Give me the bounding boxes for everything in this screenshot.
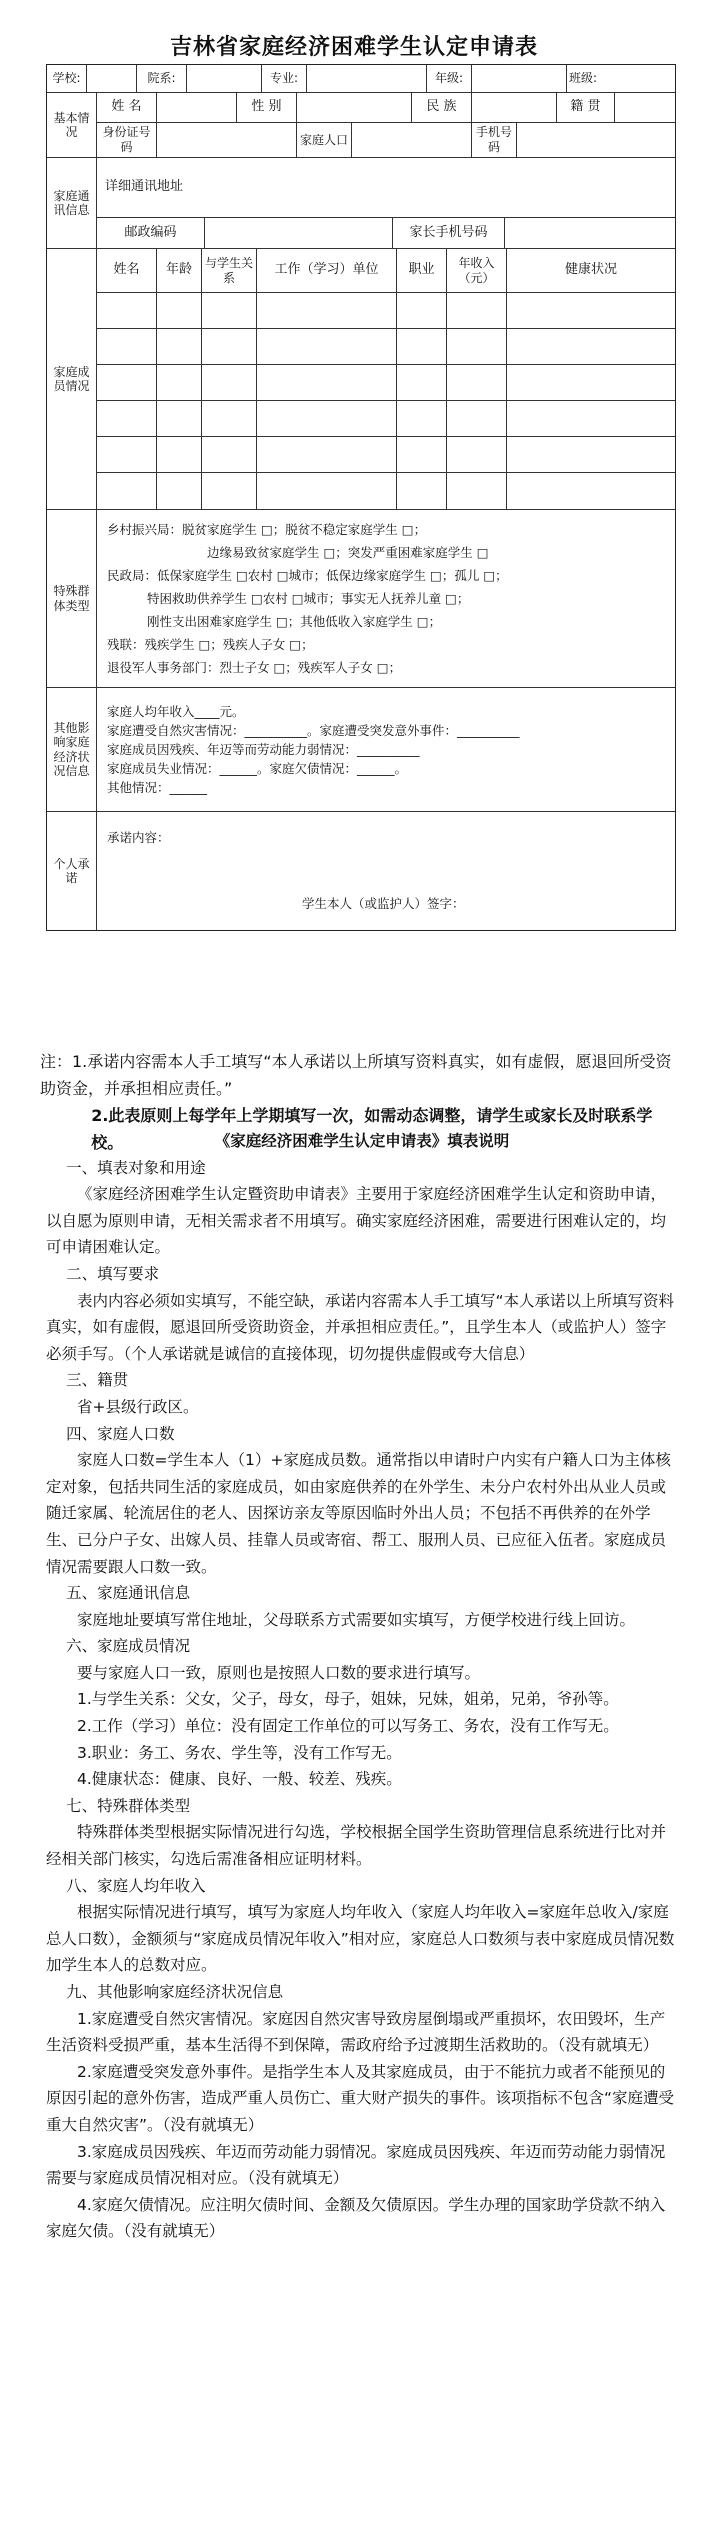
- note-2: 2.此表原则上每学年上学期填写一次，如需动态调整，请学生或家长及时联系学校。: [91, 1106, 653, 1152]
- member-cell[interactable]: [157, 329, 202, 364]
- ethnicity-field[interactable]: [472, 93, 557, 122]
- promise-section-label: 个人承诺: [47, 812, 97, 930]
- family-size-field[interactable]: [352, 123, 472, 157]
- member-cell[interactable]: [157, 437, 202, 472]
- instruction-paragraph: 家庭地址要填写常住地址，父母联系方式需要如实填写，方便学校进行线上回访。: [77, 1610, 636, 1629]
- instruction-paragraph: 表内内容必须如实填写，不能空缺，承诺内容需本人手工填写“本人承诺以上所填写资料真实，如有虚假，愿退回所受资助资金，并承担相应责任。”，且学生本人（或监护人）签字必须手写。（个人承诺就是诚信的直接体现，切勿提供虚假或夸大信息）: [46, 1291, 675, 1363]
- member-cell[interactable]: [507, 329, 675, 364]
- phone-field[interactable]: [517, 123, 675, 157]
- instruction-paragraph: 3.职业：务工、务农、学生等，没有工作写无。: [77, 1743, 402, 1762]
- member-row: [97, 329, 675, 365]
- note-1: 注：1.承诺内容需本人手工填写“本人承诺以上所填写资料真实，如有虚假，愿退回所受资助资金，并承担相应责任。”: [40, 1052, 672, 1098]
- members-header: 与学生关系: [202, 249, 257, 292]
- native-place-field[interactable]: [615, 93, 675, 122]
- instruction-heading: 三、籍贯: [66, 1371, 129, 1390]
- members-header: 健康状况: [564, 262, 617, 278]
- other-section-label: 其他影响家庭经济状况信息: [47, 688, 97, 811]
- instruction-paragraph: 《家庭经济困难学生认定暨资助申请表》主要用于家庭经济困难学生认定和资助申请，以自愿为原则申请，无相关需求者不用填写。确实家庭经济困难，需要进行困难认定的，均可申请困难认定。: [46, 1185, 667, 1257]
- instruction-paragraph: 要与家庭人口一致，原则也是按照人口数的要求进行填写。: [77, 1663, 481, 1682]
- members-table: [97, 249, 675, 509]
- member-cell[interactable]: [202, 401, 257, 436]
- member-row: [97, 401, 675, 437]
- grade-field[interactable]: [472, 65, 567, 92]
- instruction-heading: 九、其他影响家庭经济状况信息: [66, 1983, 284, 2001]
- other-line: 其他情况：______: [107, 780, 208, 795]
- member-cell[interactable]: [397, 437, 447, 472]
- member-cell[interactable]: [447, 473, 507, 509]
- instruction-paragraph: 1.与学生关系：父女，父子，母女，母子，姐妹，兄妹，姐弟，兄弟，爷孙等。: [77, 1690, 619, 1709]
- other-line: 家庭成员因残疾、年迈等而劳动能力弱情况：__________: [107, 742, 420, 757]
- parent-phone-field[interactable]: [505, 218, 675, 248]
- member-cell[interactable]: [97, 329, 157, 364]
- instruction-heading: 一、填表对象和用途: [66, 1158, 206, 1177]
- instructions: [46, 1128, 678, 2245]
- gender-field[interactable]: [297, 93, 412, 122]
- member-cell[interactable]: [397, 401, 447, 436]
- instruction-paragraph: 2.工作（学习）单位：没有固定工作单位的可以写务工、务农，没有工作写无。: [77, 1717, 619, 1736]
- member-cell[interactable]: [447, 437, 507, 472]
- contact-section-label: 家庭通讯信息: [47, 158, 97, 248]
- native-place-label: 籍 贯: [557, 93, 615, 122]
- form-title: 吉林省家庭经济困难学生认定申请表: [169, 35, 538, 60]
- member-row: [97, 365, 675, 401]
- special-line: 民政局：低保家庭学生 □农村 □城市；低保边缘家庭学生 □；孤儿 □；: [107, 568, 508, 583]
- phone-label: 手机号码: [472, 123, 517, 157]
- instructions-title: 《家庭经济困难学生认定申请表》填表说明: [214, 1132, 510, 1150]
- member-cell[interactable]: [97, 401, 157, 436]
- id-number-label: 身份证号 码: [97, 123, 157, 157]
- major-label: 专业:: [262, 65, 307, 92]
- member-cell[interactable]: [257, 293, 397, 328]
- zip-label: 邮政编码: [97, 218, 205, 248]
- ethnicity-label: 民 族: [412, 93, 472, 122]
- instruction-paragraph: 4.家庭欠债情况。应注明欠债时间、金额及欠债原因。学生办理的国家助学贷款不纳入家庭欠债。（没有就填无）: [46, 2195, 666, 2241]
- member-cell[interactable]: [97, 437, 157, 472]
- member-cell[interactable]: [202, 329, 257, 364]
- member-cell[interactable]: [257, 473, 397, 509]
- family-size-label: 家庭人口: [297, 123, 352, 157]
- instruction-heading: 六、家庭成员情况: [66, 1637, 191, 1656]
- signature-label: 学生本人（或监护人）签字：: [302, 896, 465, 911]
- promise-area[interactable]: [97, 812, 675, 930]
- member-cell[interactable]: [507, 437, 675, 472]
- instruction-paragraph: 根据实际情况进行填写，填写为家庭人均年收入（家庭人均年收入=家庭年总收入/家庭总人口数），金额须与“家庭成员情况年收入”相对应，家庭总人口数须与表中家庭成员情况数加学生本人的总数对应。: [46, 1903, 675, 1975]
- other-line: 家庭人均年收入____元。: [107, 704, 245, 719]
- member-cell[interactable]: [257, 401, 397, 436]
- special-line: 刚性支出困难家庭学生 □；其他低收入家庭学生 □；: [147, 614, 442, 629]
- members-section-label: 家庭成员情况: [47, 249, 97, 509]
- name-field[interactable]: [157, 93, 237, 122]
- other-section: [47, 688, 675, 812]
- school-row: [47, 65, 675, 93]
- members-section: [47, 249, 675, 510]
- member-row: [97, 473, 675, 509]
- name-label: 姓 名: [97, 93, 157, 122]
- instruction-paragraph: 2.家庭遭受突发意外事件。是指学生本人及其家庭成员，由于不能抗力或者不能预见的原因引起的意外伤害，造成严重人员伤亡、重大财产损失的事件。该项指标不包含“家庭遭受重大自然灾害”。（没有就填无）: [46, 2062, 675, 2134]
- member-cell[interactable]: [447, 329, 507, 364]
- member-cell[interactable]: [507, 365, 675, 400]
- members-header: 姓名: [97, 249, 157, 292]
- instruction-paragraph: 1.家庭遭受自然灾害情况。家庭因自然灾害导致房屋倒塌或严重损坏，农田毁坏，生产生活资料受损严重，基本生活得不到保障，需政府给予过渡期生活救助的。（没有就填无）: [46, 2009, 666, 2055]
- member-cell[interactable]: [397, 473, 447, 509]
- address-label: 详细通讯地址: [105, 179, 184, 195]
- member-cell[interactable]: [447, 401, 507, 436]
- instruction-paragraph: 家庭人口数=学生本人（1）+家庭成员数。通常指以申请时户内实有户籍人口为主体核定对象，包括共同生活的家庭成员，如由家庭供养的在外学生、未分户农村外出从业人员或随迁家属、轮流居住的老人、因探访亲友等原因临时外出人员；不包括不再供养的在外学生、已分户子女、出嫁人员、挂靠人员或寄宿、帮工、服刑人员、已应征入伍者。家庭成员情况需要跟人口数一致。: [46, 1451, 671, 1576]
- instructions-body: [46, 1155, 678, 2245]
- id-number-field[interactable]: [157, 123, 297, 157]
- promise-content-label: 承诺内容：: [107, 830, 170, 845]
- member-cell[interactable]: [202, 365, 257, 400]
- members-header: 年收入（元）: [447, 249, 507, 292]
- contact-section: [47, 158, 675, 249]
- member-cell[interactable]: [397, 329, 447, 364]
- member-cell[interactable]: [507, 473, 675, 509]
- basic-section-label: 基本情况: [47, 93, 97, 157]
- member-cell[interactable]: [257, 329, 397, 364]
- member-cell[interactable]: [97, 473, 157, 509]
- major-field[interactable]: [307, 65, 427, 92]
- member-cell[interactable]: [202, 473, 257, 509]
- college-label: 院系:: [137, 65, 187, 92]
- promise-section: [47, 812, 675, 930]
- members-header: 工作（学习）单位: [257, 249, 397, 292]
- member-cell[interactable]: [507, 401, 675, 436]
- gender-label: 性 别: [237, 93, 297, 122]
- member-row: [97, 293, 675, 329]
- member-cell[interactable]: [97, 365, 157, 400]
- member-cell[interactable]: [447, 293, 507, 328]
- parent-phone-label: 家长手机号码: [393, 218, 505, 248]
- member-cell[interactable]: [257, 365, 397, 400]
- member-cell[interactable]: [447, 365, 507, 400]
- other-line: 家庭成员失业情况：______。家庭欠债情况：______。: [107, 761, 408, 776]
- member-cell[interactable]: [397, 365, 447, 400]
- members-header: 职业: [397, 249, 447, 292]
- special-group-options[interactable]: [97, 510, 675, 687]
- application-form-table: [46, 64, 676, 931]
- school-field[interactable]: [87, 65, 137, 92]
- grade-label: 年级:: [427, 65, 472, 92]
- zip-field[interactable]: [205, 218, 393, 248]
- instruction-heading: 八、家庭人均年收入: [66, 1876, 206, 1895]
- member-row: [97, 437, 675, 473]
- member-cell[interactable]: [157, 293, 202, 328]
- member-cell[interactable]: [202, 293, 257, 328]
- college-field[interactable]: [187, 65, 262, 92]
- member-cell[interactable]: [507, 293, 675, 328]
- special-line: 边缘易致贫家庭学生 □；突发严重困难家庭学生 □: [207, 545, 489, 560]
- members-header: 年龄: [157, 249, 202, 292]
- basic-section: [47, 93, 675, 158]
- special-line: 退役军人事务部门：烈士子女 □；残疾军人子女 □；: [107, 660, 402, 675]
- special-line: 残联：残疾学生 □；残疾人子女 □；: [107, 637, 314, 652]
- special-line: 特困救助供养学生 □农村 □城市；事实无人抚养儿童 □；: [147, 591, 470, 606]
- instruction-paragraph: 省+县级行政区。: [77, 1397, 199, 1416]
- member-cell[interactable]: [97, 293, 157, 328]
- class-label: 班级:: [569, 71, 598, 85]
- special-line: 乡村振兴局：脱贫家庭学生 □；脱贫不稳定家庭学生 □；: [107, 522, 427, 537]
- member-cell[interactable]: [257, 437, 397, 472]
- instruction-heading: 五、家庭通讯信息: [66, 1584, 191, 1603]
- member-cell[interactable]: [157, 473, 202, 509]
- other-line: 家庭遭受自然灾害情况：__________。家庭遭受突发意外事件：__________: [107, 723, 520, 738]
- special-section: [47, 510, 675, 688]
- instruction-heading: 二、填写要求: [66, 1264, 160, 1283]
- instruction-heading: 四、家庭人口数: [66, 1424, 175, 1443]
- instruction-paragraph: 特殊群体类型根据实际情况进行勾选，学校根据全国学生资助管理信息系统进行比对并经相关部门核实，勾选后需准备相应证明材料。: [46, 1823, 667, 1869]
- member-cell[interactable]: [202, 437, 257, 472]
- member-cell[interactable]: [157, 401, 202, 436]
- members-header-row: [97, 249, 675, 293]
- special-section-label: 特殊群体类型: [47, 510, 97, 687]
- instruction-paragraph: 3.家庭成员因残疾、年迈而劳动能力弱情况。家庭成员因残疾、年迈而劳动能力弱情况需要与家庭成员情况相对应。（没有就填无）: [46, 2142, 666, 2188]
- member-cell[interactable]: [157, 365, 202, 400]
- other-info[interactable]: [97, 688, 675, 811]
- instruction-heading: 七、特殊群体类型: [66, 1796, 191, 1815]
- school-label: 学校:: [47, 65, 87, 92]
- instruction-paragraph: 4.健康状态：健康、良好、一般、较差、残疾。: [77, 1770, 402, 1789]
- member-cell[interactable]: [397, 293, 447, 328]
